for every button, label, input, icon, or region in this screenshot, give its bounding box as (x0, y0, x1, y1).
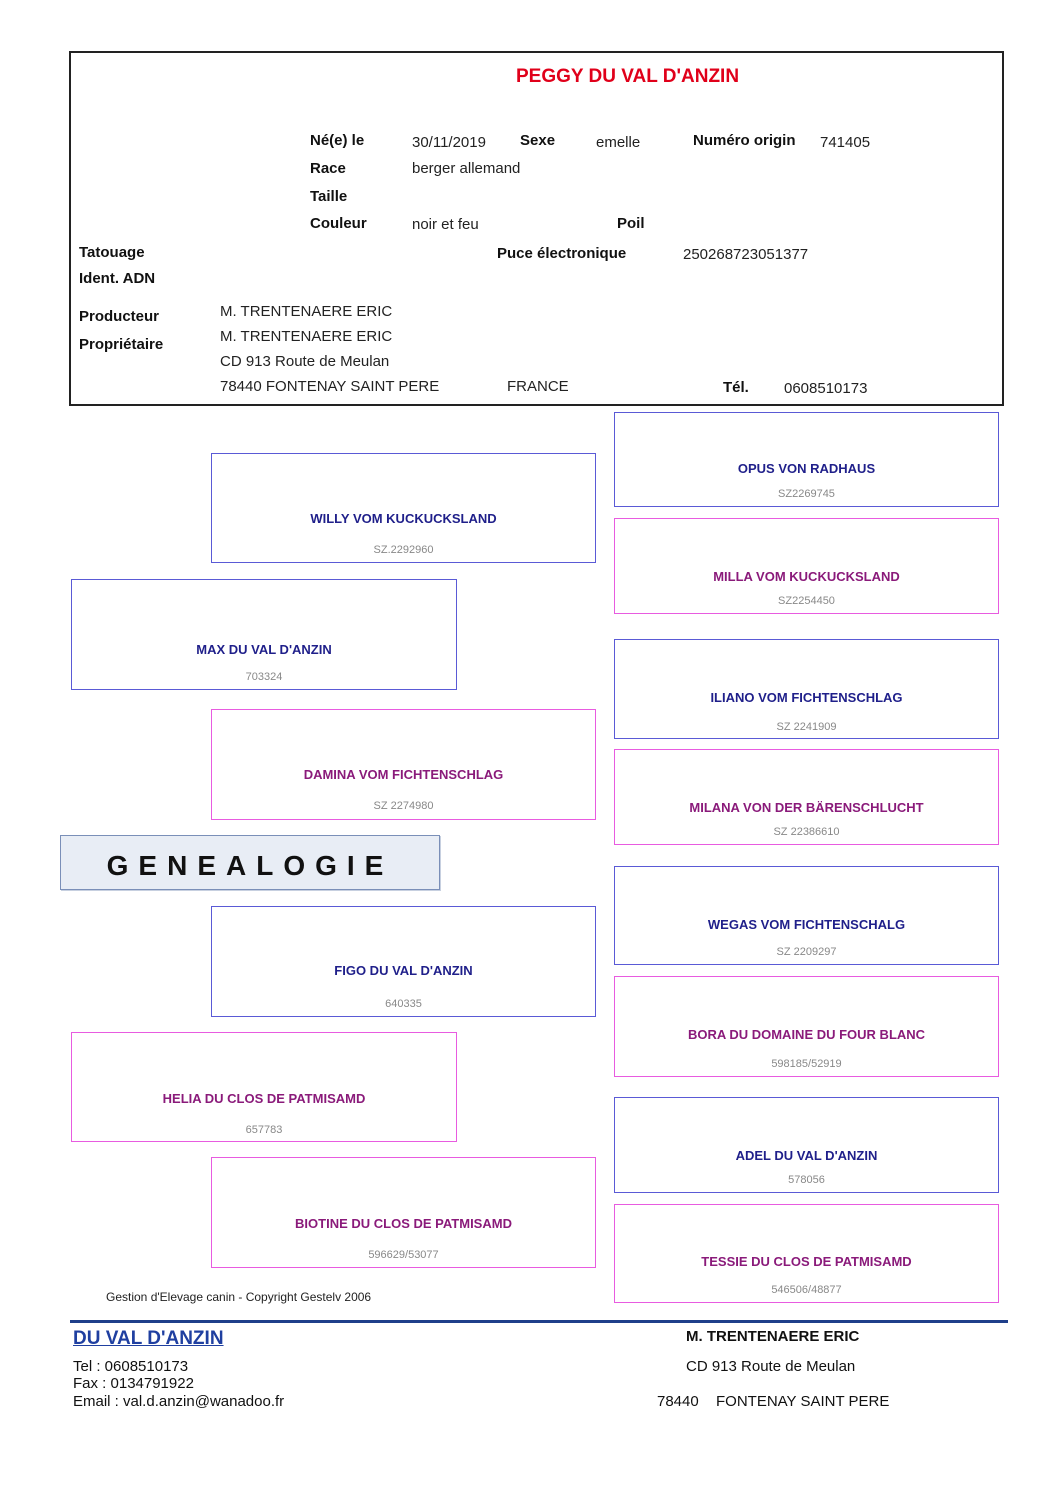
address-line2: 78440 FONTENAY SAINT PERE (220, 378, 440, 395)
sire-reg: 703324 (245, 671, 283, 683)
footer-address: CD 913 Route de Meulan (686, 1358, 856, 1375)
footer-divider (70, 1320, 1008, 1323)
tel-value: 0608510173 (784, 380, 868, 397)
gg1-name: OPUS VON RADHAUS (737, 461, 876, 476)
chip-label: Puce électronique (497, 245, 627, 262)
color-label: Couleur (310, 215, 367, 232)
pedigree-box-dam (71, 1032, 457, 1142)
gg6-reg: 598185/52919 (771, 1058, 842, 1070)
pedigree-box-gg6 (614, 976, 999, 1077)
gg7-reg: 578056 (788, 1174, 825, 1186)
gg8-name: TESSIE DU CLOS DE PATMISAMD (701, 1254, 912, 1269)
gg5-reg: SZ 2209297 (776, 946, 837, 958)
country-value: FRANCE (507, 378, 569, 395)
copyright-text: Gestion d'Elevage canin - Copyright Gestelv 2006 (106, 1290, 372, 1304)
born-label: Né(e) le (310, 132, 365, 149)
origin-value: 741405 (820, 134, 871, 151)
pedigree-box-sire-sire (211, 453, 596, 563)
tattoo-label: Tatouage (79, 244, 145, 261)
pedigree-box-gg8 (614, 1204, 999, 1303)
sex-label: Sexe (520, 132, 556, 149)
dam-dam-name: BIOTINE DU CLOS DE PATMISAMD (295, 1216, 512, 1231)
gg3-reg: SZ 2241909 (776, 721, 837, 733)
tel-label: Tél. (723, 379, 749, 396)
dam-dam-reg: 596629/53077 (368, 1249, 439, 1261)
footer-email: Email : val.d.anzin@wanadoo.fr (73, 1393, 285, 1410)
chip-value: 250268723051377 (683, 246, 809, 263)
color-value: noir et feu (412, 216, 479, 233)
footer-breeder: M. TRENTENAERE ERIC (686, 1328, 860, 1345)
genealogie-banner (60, 835, 440, 890)
dam-name: HELIA DU CLOS DE PATMISAMD (162, 1091, 366, 1106)
pedigree-box-gg3 (614, 639, 999, 739)
owner-label: Propriétaire (79, 336, 164, 353)
gg4-reg: SZ 22386610 (773, 826, 840, 838)
pedigree-box-sire-dam (211, 709, 596, 820)
producer-label: Producteur (79, 308, 160, 325)
footer-tel: Tel : 0608510173 (73, 1358, 189, 1375)
pedigree-box-gg7 (614, 1097, 999, 1193)
race-label: Race (310, 160, 346, 177)
gg3-name: ILIANO VOM FICHTENSCHLAG (710, 690, 903, 705)
gg4-name: MILANA VON DER BÄRENSCHLUCHT (689, 800, 924, 815)
size-label: Taille (310, 188, 348, 205)
sire-name: MAX DU VAL D'ANZIN (196, 642, 332, 657)
race-value: berger allemand (412, 160, 521, 177)
pedigree-box-gg5 (614, 866, 999, 965)
owner-value: M. TRENTENAERE ERIC (220, 328, 393, 345)
kennel-name: DU VAL D'ANZIN (73, 1328, 224, 1349)
gg6-name: BORA DU DOMAINE DU FOUR BLANC (687, 1027, 926, 1042)
genealogie-title: GENEALOGIE (106, 850, 394, 881)
origin-label: Numéro origin (693, 132, 796, 149)
gg2-name: MILLA VOM KUCKUCKSLAND (713, 569, 900, 584)
address-line1: CD 913 Route de Meulan (220, 353, 390, 370)
producer-value: M. TRENTENAERE ERIC (220, 303, 393, 320)
pedigree-box-dam-dam (211, 1157, 596, 1268)
coat-label: Poil (617, 215, 645, 232)
sire-dam-name: DAMINA VOM FICHTENSCHLAG (303, 767, 504, 782)
dam-sire-reg: 640335 (385, 998, 422, 1010)
dna-label: Ident. ADN (79, 270, 156, 287)
pedigree-box-dam-sire (211, 906, 596, 1017)
footer-fax: Fax : 0134791922 (73, 1375, 194, 1392)
gg5-name: WEGAS VOM FICHTENSCHALG (707, 917, 906, 932)
pedigree-box-gg4 (614, 749, 999, 845)
sex-value: emelle (596, 134, 641, 151)
sire-dam-reg: SZ 2274980 (373, 800, 434, 812)
dog-name-title: PEGGY DU VAL D'ANZIN (516, 66, 740, 87)
sire-sire-name: WILLY VOM KUCKUCKSLAND (310, 511, 497, 526)
pedigree-box-gg2 (614, 518, 999, 614)
dog-info-panel (69, 51, 1004, 406)
dam-reg: 657783 (245, 1124, 283, 1136)
pedigree-box-gg1 (614, 412, 999, 507)
gg2-reg: SZ2254450 (778, 595, 835, 607)
sire-sire-reg: SZ.2292960 (373, 544, 434, 556)
pedigree-box-sire (71, 579, 457, 690)
dam-sire-name: FIGO DU VAL D'ANZIN (334, 963, 473, 978)
footer-city: FONTENAY SAINT PERE (716, 1393, 890, 1410)
gg8-reg: 546506/48877 (771, 1284, 842, 1296)
gg7-name: ADEL DU VAL D'ANZIN (735, 1148, 878, 1163)
born-value: 30/11/2019 (412, 134, 486, 151)
gg1-reg: SZ2269745 (778, 488, 835, 500)
footer-postcode: 78440 (657, 1393, 699, 1410)
